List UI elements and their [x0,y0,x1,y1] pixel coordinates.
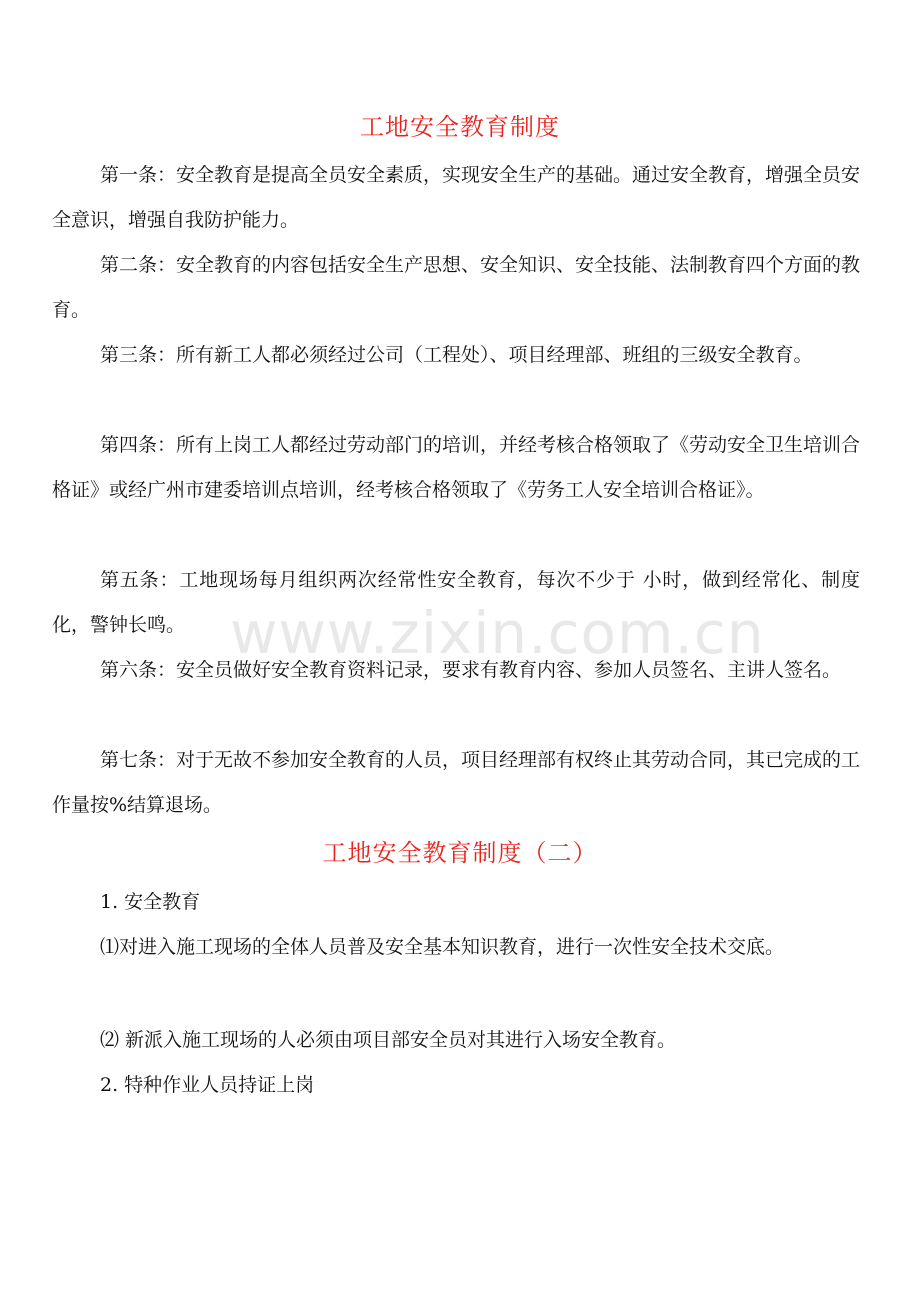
article-2: 第二条：安全教育的内容包括安全生产思想、安全知识、安全技能、法制教育四个方面的教育。 [52,254,861,321]
article-4: 第四条：所有上岗工人都经过劳动部门的培训，并经考核合格领取了《劳动安全卫生培训合格证》或经广州市建委培训点培训，经考核合格领取了《劳务工人安全培训合格证》。 [52,434,861,501]
watermark: www.zixin.com.cn [230,599,765,667]
article-5: 第五条：工地现场每月组织两次经常性安全教育，每次不少于 小时，做到经常化、制度化，警钟长鸣。 [52,569,860,636]
article-7: 第七条：对于无故不参加安全教育的人员，项目经理部有权终止其劳动合同，其已完成的工作量按%结算退场。 [52,749,861,816]
heading-safety-education: 1. 安全教育 [100,891,201,913]
item-new-staff-education: ⑵ 新派入施工现场的人必须由项目部安全员对其进行入场安全教育。 [100,1029,677,1051]
document-title: 工地安全教育制度 [360,113,560,141]
article-6: 第六条：安全员做好安全教育资料记录，要求有教育内容、参加人员签名、主讲人签名。 [100,659,842,681]
article-1: 第一条：安全教育是提高全员安全素质，实现安全生产的基础。通过安全教育，增强全员安全意识，增强自我防护能力。 [52,164,861,231]
article-3: 第三条：所有新工人都必须经过公司（工程处）、项目经理部、班组的三级安全教育。 [100,344,813,366]
section-title: 工地安全教育制度（二） [322,839,598,867]
heading-certified-workers: 2. 特种作业人员持证上岗 [100,1074,315,1096]
item-general-education: ⑴对进入施工现场的全体人员普及安全基本知识教育，进行一次性安全技术交底。 [100,936,785,958]
